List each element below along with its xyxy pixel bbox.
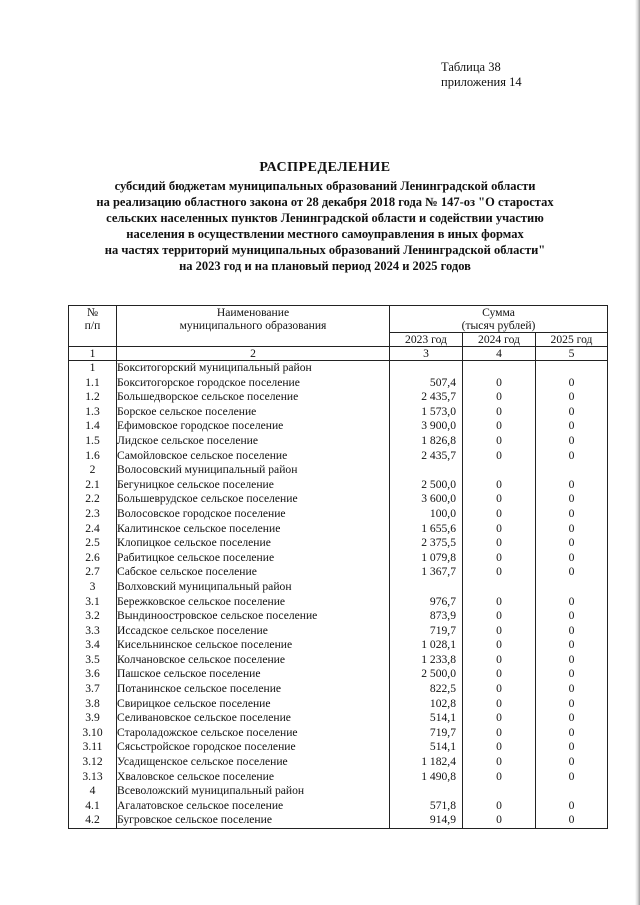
row-number: 2.2 bbox=[69, 492, 117, 507]
value-2023-cell bbox=[390, 740, 463, 755]
header-year-2024: 2024 год bbox=[463, 333, 536, 347]
value-2023-cell bbox=[390, 361, 463, 376]
value-2025: 0 bbox=[536, 682, 608, 697]
value-2025: 0 bbox=[536, 770, 608, 785]
value-2024 bbox=[463, 361, 536, 376]
value-2023-cell bbox=[390, 638, 463, 653]
value-2023: 1 573,0 bbox=[421, 404, 456, 418]
table-number: Таблица 38 bbox=[441, 60, 501, 74]
table-row bbox=[69, 463, 608, 478]
table-row bbox=[69, 726, 608, 741]
value-2025: 0 bbox=[536, 478, 608, 493]
header-sum-line: (тысяч рублей) bbox=[461, 319, 536, 332]
column-number: 1 bbox=[69, 347, 117, 361]
value-2024: 0 bbox=[463, 740, 536, 755]
row-number: 2.4 bbox=[69, 522, 117, 537]
value-2024: 0 bbox=[463, 551, 536, 566]
value-2024: 0 bbox=[463, 726, 536, 741]
row-number: 3.3 bbox=[69, 624, 117, 639]
row-name: Калитинское сельское поселение bbox=[117, 522, 390, 537]
value-2023: 976,7 bbox=[429, 594, 456, 608]
heading-line: сельских населенных пунктов Ленинградской области и содействии участию bbox=[106, 211, 544, 225]
table-row bbox=[69, 638, 608, 653]
header-name-line: муниципального образования bbox=[179, 319, 327, 332]
header-name-line: Наименование bbox=[216, 306, 290, 319]
row-name: Клопицкое сельское поселение bbox=[117, 536, 390, 551]
table-row bbox=[69, 434, 608, 449]
table-row bbox=[69, 755, 608, 770]
value-2025: 0 bbox=[536, 390, 608, 405]
table-row bbox=[69, 361, 608, 376]
value-2023: 2 375,5 bbox=[421, 536, 456, 550]
row-name: Колчановское сельское поселение bbox=[117, 653, 390, 668]
value-2023-cell bbox=[390, 653, 463, 668]
table-row bbox=[69, 711, 608, 726]
value-2024: 0 bbox=[463, 799, 536, 814]
value-2023-cell bbox=[390, 726, 463, 741]
table-row bbox=[69, 609, 608, 624]
value-2023-cell bbox=[390, 522, 463, 537]
value-2023: 1 826,8 bbox=[421, 433, 456, 447]
heading-line: на частях территорий муниципальных образований Ленинградской области" bbox=[104, 243, 546, 257]
value-2024: 0 bbox=[463, 711, 536, 726]
value-2024 bbox=[463, 784, 536, 799]
value-2025: 0 bbox=[536, 595, 608, 610]
column-number: 5 bbox=[536, 347, 608, 361]
row-name: Волосовское городское поселение bbox=[117, 507, 390, 522]
value-2024: 0 bbox=[463, 595, 536, 610]
value-2024: 0 bbox=[463, 507, 536, 522]
row-number: 1.1 bbox=[69, 376, 117, 391]
document-heading bbox=[60, 160, 590, 274]
table-row bbox=[69, 492, 608, 507]
value-2024: 0 bbox=[463, 770, 536, 785]
row-number: 1.3 bbox=[69, 405, 117, 420]
table-row bbox=[69, 419, 608, 434]
row-number: 2.1 bbox=[69, 478, 117, 493]
value-2023: 719,7 bbox=[429, 725, 456, 739]
value-2023-cell bbox=[390, 595, 463, 610]
value-2023: 2 500,0 bbox=[421, 477, 456, 491]
header-name bbox=[117, 306, 390, 347]
value-2023-cell bbox=[390, 667, 463, 682]
value-2023: 3 900,0 bbox=[421, 419, 456, 433]
row-name: Староладожское сельское поселение bbox=[117, 726, 390, 741]
row-name: Волосовский муниципальный район bbox=[117, 463, 390, 478]
value-2025: 0 bbox=[536, 740, 608, 755]
value-2023-cell bbox=[390, 551, 463, 566]
value-2023-cell bbox=[390, 449, 463, 464]
value-2025: 0 bbox=[536, 667, 608, 682]
value-2025: 0 bbox=[536, 711, 608, 726]
value-2023-cell bbox=[390, 419, 463, 434]
scan-edge-shadow bbox=[635, 0, 640, 905]
value-2023-cell bbox=[390, 463, 463, 478]
header-number bbox=[69, 306, 117, 347]
value-2025 bbox=[536, 784, 608, 799]
value-2024: 0 bbox=[463, 755, 536, 770]
row-name: Рабитицкое сельское поселение bbox=[117, 551, 390, 566]
header-sum-line: Сумма bbox=[482, 306, 515, 319]
heading-line: на реализацию областного закона от 28 декабря 2018 года № 147-оз "О старостах bbox=[96, 195, 554, 209]
value-2024: 0 bbox=[463, 667, 536, 682]
row-name: Сабское сельское поселение bbox=[117, 565, 390, 580]
table-row bbox=[69, 390, 608, 405]
value-2023: 514,1 bbox=[429, 740, 456, 754]
table-row bbox=[69, 682, 608, 697]
row-name: Волховский муниципальный район bbox=[117, 580, 390, 595]
heading-line: субсидий бюджетам муниципальных образований Ленинградской области bbox=[114, 179, 536, 193]
value-2025: 0 bbox=[536, 697, 608, 712]
table-row bbox=[69, 449, 608, 464]
row-number: 3.1 bbox=[69, 595, 117, 610]
value-2023-cell bbox=[390, 580, 463, 595]
value-2025: 0 bbox=[536, 449, 608, 464]
value-2023-cell bbox=[390, 478, 463, 493]
value-2024 bbox=[463, 463, 536, 478]
value-2025: 0 bbox=[536, 609, 608, 624]
row-name: Самойловское сельское поселение bbox=[117, 449, 390, 464]
value-2024: 0 bbox=[463, 697, 536, 712]
row-name: Ефимовское городское поселение bbox=[117, 419, 390, 434]
row-number: 3.4 bbox=[69, 638, 117, 653]
value-2025: 0 bbox=[536, 755, 608, 770]
value-2023: 719,7 bbox=[429, 623, 456, 637]
row-number: 3.2 bbox=[69, 609, 117, 624]
value-2025: 0 bbox=[536, 376, 608, 391]
table-reference bbox=[441, 60, 571, 90]
value-2023-cell bbox=[390, 390, 463, 405]
table-row bbox=[69, 565, 608, 580]
value-2023: 1 182,4 bbox=[421, 755, 456, 769]
value-2025: 0 bbox=[536, 522, 608, 537]
table-row bbox=[69, 376, 608, 391]
value-2025: 0 bbox=[536, 653, 608, 668]
row-number: 3.11 bbox=[69, 740, 117, 755]
value-2023: 571,8 bbox=[429, 798, 456, 812]
row-number: 2.3 bbox=[69, 507, 117, 522]
table-row bbox=[69, 536, 608, 551]
value-2025: 0 bbox=[536, 536, 608, 551]
table-row bbox=[69, 653, 608, 668]
row-name: Большеврудское сельское поселение bbox=[117, 492, 390, 507]
row-name: Хваловское сельское поселение bbox=[117, 770, 390, 785]
value-2023: 102,8 bbox=[429, 696, 456, 710]
table-row bbox=[69, 522, 608, 537]
value-2023-cell bbox=[390, 784, 463, 799]
row-number: 1.2 bbox=[69, 390, 117, 405]
heading-line: населения в осуществлении местного самоуправления в иных формах bbox=[126, 227, 524, 241]
value-2024: 0 bbox=[463, 609, 536, 624]
value-2024: 0 bbox=[463, 522, 536, 537]
value-2023-cell bbox=[390, 492, 463, 507]
value-2025: 0 bbox=[536, 434, 608, 449]
row-number: 3.7 bbox=[69, 682, 117, 697]
value-2023-cell bbox=[390, 697, 463, 712]
row-name: Большедворское сельское поселение bbox=[117, 390, 390, 405]
table-header bbox=[69, 306, 608, 347]
value-2025: 0 bbox=[536, 551, 608, 566]
row-number: 3 bbox=[69, 580, 117, 595]
row-number: 3.12 bbox=[69, 755, 117, 770]
header-year-2023: 2023 год bbox=[390, 333, 463, 347]
row-name: Бокситогорское городское поселение bbox=[117, 376, 390, 391]
value-2025: 0 bbox=[536, 813, 608, 828]
row-number: 1 bbox=[69, 361, 117, 376]
value-2023: 2 435,7 bbox=[421, 390, 456, 404]
value-2023: 822,5 bbox=[429, 682, 456, 696]
document-title: РАСПРЕДЕЛЕНИЕ bbox=[259, 160, 391, 175]
column-number: 2 bbox=[117, 347, 390, 361]
table-row bbox=[69, 813, 608, 828]
row-number: 2.7 bbox=[69, 565, 117, 580]
value-2024: 0 bbox=[463, 492, 536, 507]
row-number: 1.5 bbox=[69, 434, 117, 449]
column-numbers bbox=[69, 347, 608, 361]
value-2024 bbox=[463, 580, 536, 595]
value-2024: 0 bbox=[463, 390, 536, 405]
value-2024: 0 bbox=[463, 434, 536, 449]
value-2023: 100,0 bbox=[429, 506, 456, 520]
column-number: 3 bbox=[390, 347, 463, 361]
value-2023-cell bbox=[390, 711, 463, 726]
row-number: 2.5 bbox=[69, 536, 117, 551]
table-row bbox=[69, 478, 608, 493]
row-number: 4.1 bbox=[69, 799, 117, 814]
value-2023: 3 600,0 bbox=[421, 492, 456, 506]
row-number: 3.6 bbox=[69, 667, 117, 682]
table-body bbox=[69, 361, 608, 829]
value-2024: 0 bbox=[463, 536, 536, 551]
appendix-number: приложения 14 bbox=[441, 75, 522, 89]
value-2023-cell bbox=[390, 609, 463, 624]
value-2025: 0 bbox=[536, 405, 608, 420]
value-2023-cell bbox=[390, 376, 463, 391]
row-name: Бокситогорский муниципальный район bbox=[117, 361, 390, 376]
value-2023: 914,9 bbox=[429, 813, 456, 827]
value-2024: 0 bbox=[463, 478, 536, 493]
value-2023-cell bbox=[390, 565, 463, 580]
table-row bbox=[69, 667, 608, 682]
row-name: Борское сельское поселение bbox=[117, 405, 390, 420]
value-2024: 0 bbox=[463, 624, 536, 639]
header-year-2025: 2025 год bbox=[536, 333, 608, 347]
value-2023-cell bbox=[390, 682, 463, 697]
row-name: Вындиноостровское сельское поселение bbox=[117, 609, 390, 624]
value-2023-cell bbox=[390, 799, 463, 814]
value-2025: 0 bbox=[536, 565, 608, 580]
value-2024: 0 bbox=[463, 813, 536, 828]
row-name: Бегуницкое сельское поселение bbox=[117, 478, 390, 493]
row-name: Селивановское сельское поселение bbox=[117, 711, 390, 726]
row-name: Всеволожский муниципальный район bbox=[117, 784, 390, 799]
row-number: 3.8 bbox=[69, 697, 117, 712]
value-2023-cell bbox=[390, 434, 463, 449]
row-number: 3.13 bbox=[69, 770, 117, 785]
table-row bbox=[69, 551, 608, 566]
row-number: 3.5 bbox=[69, 653, 117, 668]
value-2023: 1 028,1 bbox=[421, 638, 456, 652]
value-2025 bbox=[536, 361, 608, 376]
table-row bbox=[69, 784, 608, 799]
row-number: 1.4 bbox=[69, 419, 117, 434]
value-2025: 0 bbox=[536, 492, 608, 507]
value-2024: 0 bbox=[463, 449, 536, 464]
value-2023: 1 655,6 bbox=[421, 521, 456, 535]
value-2024: 0 bbox=[463, 682, 536, 697]
row-number: 1.6 bbox=[69, 449, 117, 464]
row-name: Потанинское сельское поселение bbox=[117, 682, 390, 697]
value-2023: 514,1 bbox=[429, 711, 456, 725]
table-row bbox=[69, 405, 608, 420]
row-name: Лидское сельское поселение bbox=[117, 434, 390, 449]
value-2023: 2 435,7 bbox=[421, 448, 456, 462]
value-2025: 0 bbox=[536, 507, 608, 522]
row-number: 2 bbox=[69, 463, 117, 478]
value-2023: 873,9 bbox=[429, 609, 456, 623]
value-2023: 1 079,8 bbox=[421, 550, 456, 564]
row-name: Иссадское сельское поселение bbox=[117, 624, 390, 639]
value-2024: 0 bbox=[463, 653, 536, 668]
row-name: Агалатовское сельское поселение bbox=[117, 799, 390, 814]
row-number: 3.9 bbox=[69, 711, 117, 726]
column-number: 4 bbox=[463, 347, 536, 361]
row-name: Сясьстройское городское поселение bbox=[117, 740, 390, 755]
value-2023-cell bbox=[390, 536, 463, 551]
value-2025: 0 bbox=[536, 624, 608, 639]
header-sum bbox=[390, 306, 608, 333]
table-row bbox=[69, 624, 608, 639]
table-row bbox=[69, 580, 608, 595]
row-name: Бережковское сельское поселение bbox=[117, 595, 390, 610]
value-2023-cell bbox=[390, 405, 463, 420]
value-2025 bbox=[536, 580, 608, 595]
value-2024: 0 bbox=[463, 638, 536, 653]
value-2023-cell bbox=[390, 770, 463, 785]
row-name: Кисельнинское сельское поселение bbox=[117, 638, 390, 653]
row-number: 3.10 bbox=[69, 726, 117, 741]
heading-line: на 2023 год и на плановый период 2024 и 2025 годов bbox=[179, 259, 471, 273]
value-2023-cell bbox=[390, 507, 463, 522]
value-2023: 2 500,0 bbox=[421, 667, 456, 681]
value-2023: 507,4 bbox=[429, 375, 456, 389]
value-2025: 0 bbox=[536, 638, 608, 653]
value-2023-cell bbox=[390, 755, 463, 770]
header-number-line: п/п bbox=[84, 319, 101, 332]
value-2023: 1 490,8 bbox=[421, 769, 456, 783]
value-2023: 1 367,7 bbox=[421, 565, 456, 579]
value-2024: 0 bbox=[463, 565, 536, 580]
value-2025: 0 bbox=[536, 726, 608, 741]
value-2024: 0 bbox=[463, 376, 536, 391]
table-row bbox=[69, 697, 608, 712]
row-number: 2.6 bbox=[69, 551, 117, 566]
distribution-table bbox=[68, 305, 608, 829]
row-name: Бугровское сельское поселение bbox=[117, 813, 390, 828]
value-2025 bbox=[536, 463, 608, 478]
table-row bbox=[69, 799, 608, 814]
value-2023-cell bbox=[390, 813, 463, 828]
table-row bbox=[69, 740, 608, 755]
value-2024: 0 bbox=[463, 405, 536, 420]
row-name: Усадищенское сельское поселение bbox=[117, 755, 390, 770]
value-2024: 0 bbox=[463, 419, 536, 434]
table-row bbox=[69, 595, 608, 610]
value-2025: 0 bbox=[536, 799, 608, 814]
row-name: Свирицкое сельское поселение bbox=[117, 697, 390, 712]
table-row bbox=[69, 507, 608, 522]
header-number-line: № bbox=[86, 306, 99, 319]
row-number: 4.2 bbox=[69, 813, 117, 828]
row-name: Пашское сельское поселение bbox=[117, 667, 390, 682]
table-row bbox=[69, 770, 608, 785]
value-2023: 1 233,8 bbox=[421, 652, 456, 666]
value-2025: 0 bbox=[536, 419, 608, 434]
row-number: 4 bbox=[69, 784, 117, 799]
value-2023-cell bbox=[390, 624, 463, 639]
